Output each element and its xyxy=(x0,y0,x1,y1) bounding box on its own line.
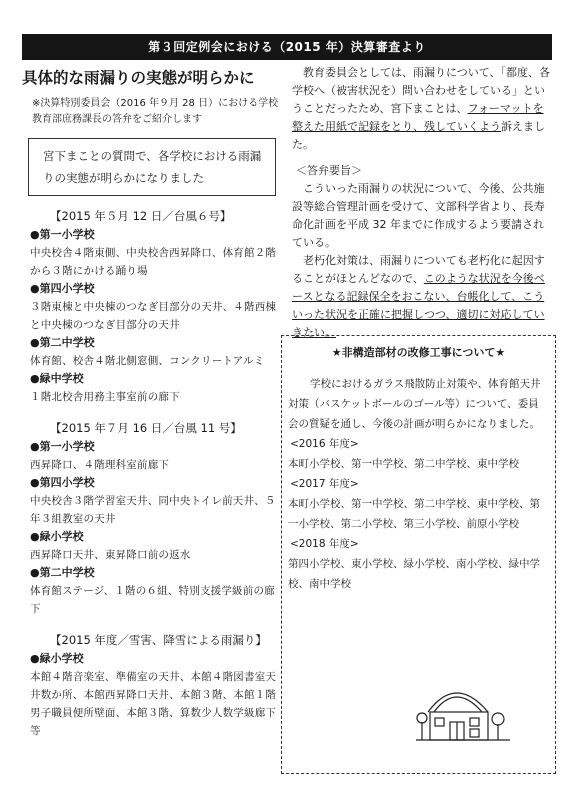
leak-detail: １階北校舎用務主事室前の廊下 xyxy=(30,391,180,403)
para3-text: 老朽化対策は、雨漏りについても老朽化に起因することがほとんどなので、 xyxy=(292,254,545,285)
school-building-illustration xyxy=(408,672,518,750)
right-column xyxy=(292,64,554,342)
year-label: <2016 年度> xyxy=(290,438,359,450)
paragraph-answer-2 xyxy=(292,252,554,342)
leak-detail: 中央校舎４階東側、中央校舎西昇降口、体育館２階から３階にかける踊り場 xyxy=(30,247,277,277)
year-schools: 本町小学校、第一中学校、第二中学校、東中学校、第一小学校、第二小学校、第三小学校、前原小学校 xyxy=(288,498,540,530)
source-note: ※決算特別委員会（2016 年９月 28 日）における学校教育部庶務課長の答弁をご紹介します xyxy=(32,98,279,125)
year-label: <2017 年度> xyxy=(290,478,359,490)
section-title: 【2015 年７月 16 日／台風 11 号】 xyxy=(50,421,242,435)
section-title: 【2015 年５月 12 日／台風６号】 xyxy=(50,209,232,223)
year-label: <2018 年度> xyxy=(290,538,359,550)
year-schools: 本町小学校、第一中学校、第二中学校、東中学校 xyxy=(288,458,519,470)
leak-detail: ３階東棟と中央棟のつなぎ目部分の天井、４階西棟と中央棟のつなぎ目部分の天井 xyxy=(30,301,277,331)
para3-underlined: このような状況を今後ベースとなる記録保全をおこない、台帳化して、こういった状況を正確に把握しつつ、適切に対応していきたい。 xyxy=(292,272,545,339)
section-title: 【2015 年度／雪害、降雪による雨漏り】 xyxy=(50,633,267,647)
school-name: ●第二中学校 xyxy=(30,336,95,349)
school-name: ●第一小学校 xyxy=(30,228,95,241)
para1-underlined: フォーマットを整えた用紙で記録をとり、残していくよう xyxy=(292,102,544,133)
year-schools: 第四小学校、東小学校、緑小学校、南小学校、緑中学校、南中学校 xyxy=(288,558,540,590)
box-title: ★非構造部材の改修工事について★ xyxy=(331,346,506,359)
leak-detail: 体育館ステージ、１階の６組、特別支援学級前の廊下 xyxy=(30,585,275,615)
question-box: 宮下まことの質問で、各学校における雨漏りの実態が明らかになりました xyxy=(28,138,276,196)
section-typhoon6 xyxy=(22,208,280,406)
school-name: ●第四小学校 xyxy=(30,476,95,489)
leak-detail: 中央校舎３階学習室天井、同中央トイレ前天井、５年３組教室の天井 xyxy=(30,495,276,525)
headline: 具体的な雨漏りの実態が明らかに xyxy=(22,69,255,87)
para1-end: 訴えました。 xyxy=(292,120,545,151)
para1-text: 教育委員会としては、雨漏りについて、「都度、各学校へ（被害状況を）問い合わせをしている」ということだったため、宮下まことは、 xyxy=(292,66,551,115)
section-typhoon11 xyxy=(22,420,280,618)
school-name: ●緑小学校 xyxy=(30,530,84,543)
leak-detail: 本館４階音楽室、準備室の天井、本館４階図書室天井数か所、本館西昇降口天井、本館３階、本館１階男子職員便所壁面、本館３階、算数少人数学級廊下等 xyxy=(30,671,277,737)
leak-detail: 体育館、校舎４階北側窓側、コンクリートアルミ xyxy=(30,355,265,367)
box-intro: 学校におけるガラス飛散防止対策や、体育館天井対策（バスケットボールのゴール等）について、委員会の質疑を通し、今後の計画が明らかになりました。 xyxy=(288,378,541,430)
left-column xyxy=(22,64,280,740)
paragraph-board-response xyxy=(292,64,554,154)
school-name: ●第四小学校 xyxy=(30,282,95,295)
page-header: 第３回定例会における（2015 年）決算審査より xyxy=(22,34,552,60)
section-snow xyxy=(22,632,280,740)
school-name: ●緑小学校 xyxy=(30,652,84,665)
school-name: ●第二中学校 xyxy=(30,566,95,579)
school-name: ●緑中学校 xyxy=(30,372,84,385)
paragraph-answer-1: こういった雨漏りの状況について、今後、公共施設等総合管理計画を受けて、文部科学省より、長寿命化計画を平成 32 年までに作成するよう要請されている。 xyxy=(292,182,545,249)
school-name: ●第一小学校 xyxy=(30,440,95,453)
answer-summary-title: ＜答弁要旨＞ xyxy=(296,164,362,177)
leak-detail: 西昇降口、４階理科室前廊下 xyxy=(30,459,170,471)
leak-detail: 西昇降口天井、東昇降口前の返水 xyxy=(30,549,191,561)
